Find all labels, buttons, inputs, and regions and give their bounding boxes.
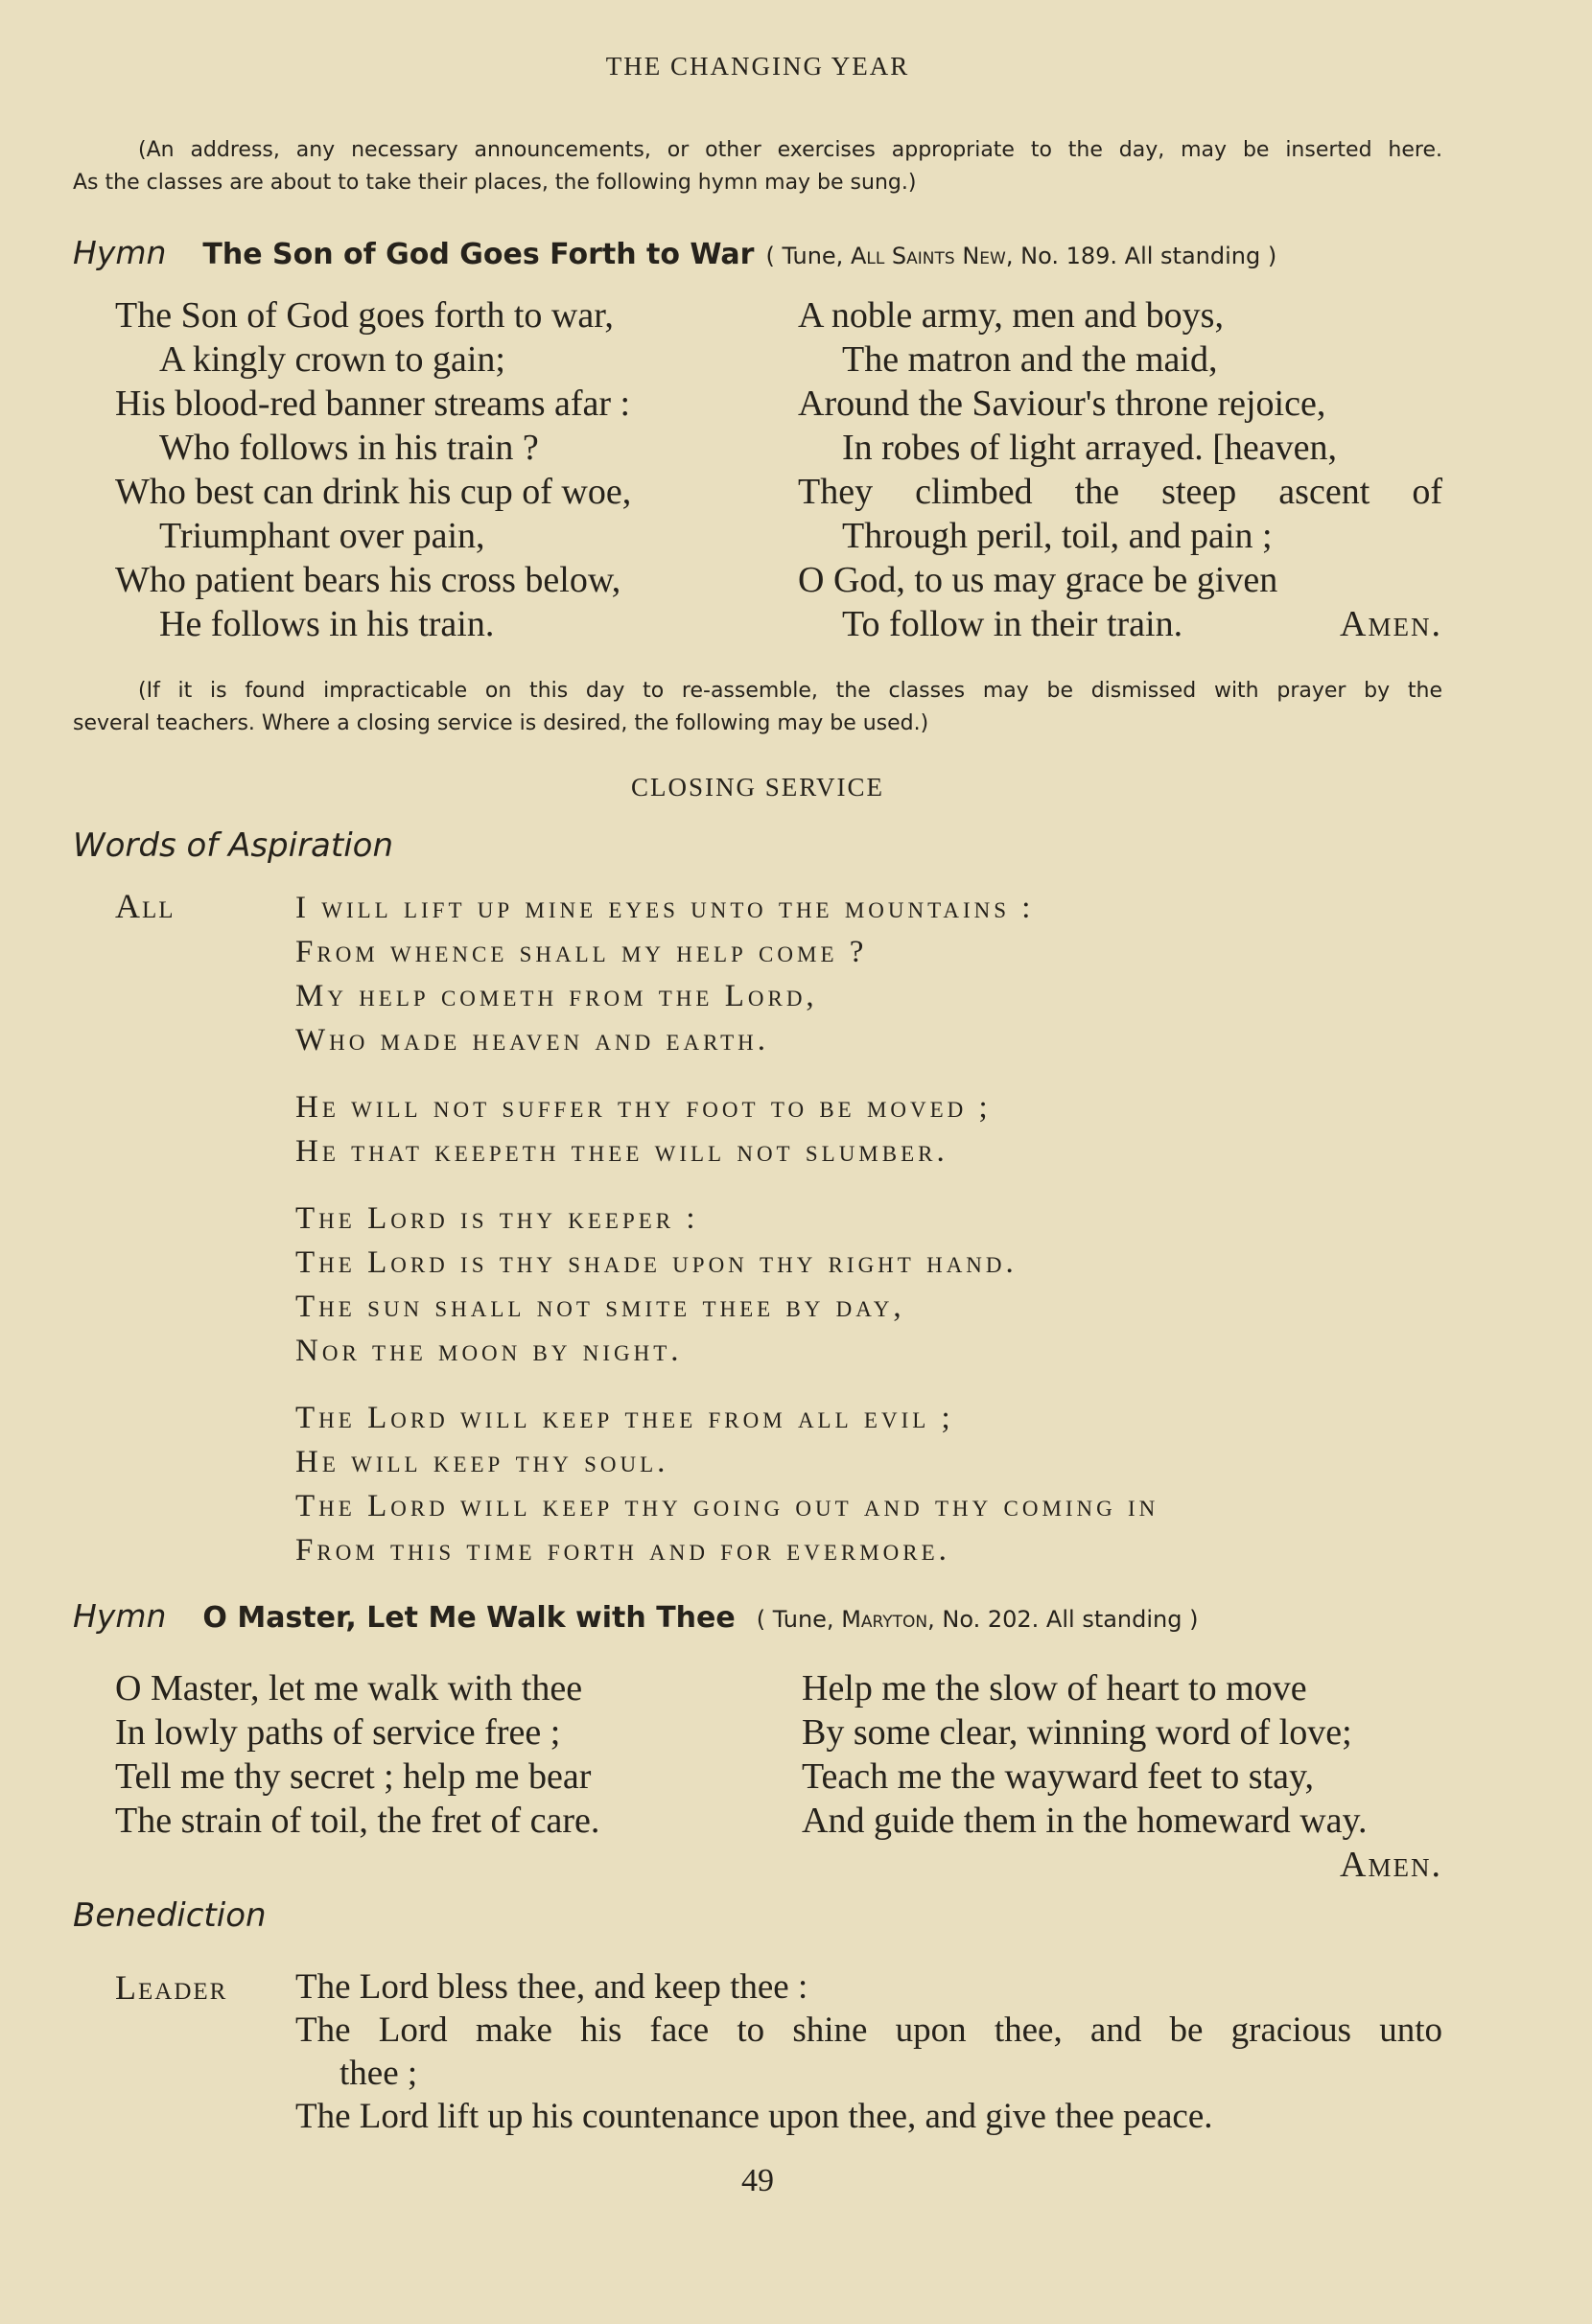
benediction-line: The Lord lift up his countenance upon thee, and give thee peace. xyxy=(295,2097,1213,2136)
benediction-speaker: Leader xyxy=(115,1968,228,2007)
amen: Amen. xyxy=(1340,1845,1442,1885)
verse-line: Who best can drink his cup of woe, xyxy=(115,472,632,512)
aspiration-heading: Words of Aspiration xyxy=(73,826,394,865)
verse-line: Triumphant over pain, xyxy=(159,516,485,556)
hymn-2-title: O Master, Let Me Walk with Thee xyxy=(202,1601,736,1635)
note-top-line-1: (An address, any necessary announcements, or other exercises appropriate to the day, may be inserted here. xyxy=(138,138,1442,162)
verse-line: By some clear, winning word of love; xyxy=(802,1712,1352,1753)
aspiration-line: From whence shall my help come ? xyxy=(295,935,868,969)
verse-line: A kingly crown to gain; xyxy=(159,339,505,380)
closing-service-heading: CLOSING SERVICE xyxy=(630,773,885,802)
note-middle-line-2: several teachers. Where a closing service is desired, the following may be used.) xyxy=(73,711,929,735)
hymn-2-tune-open: ( Tune, xyxy=(756,1606,834,1633)
aspiration-line: The Lord will keep thy going out and thy coming in xyxy=(295,1489,1159,1523)
amen: Amen. xyxy=(1340,604,1442,644)
aspiration-line: He will not suffer thy foot to be moved ; xyxy=(295,1090,992,1125)
hymn-1-label: Hymn xyxy=(73,234,167,271)
verse-line: He follows in his train. xyxy=(159,604,495,644)
verse-line: Who follows in his train ? xyxy=(159,428,539,468)
hymn-1-tune-name: All Saints New, xyxy=(850,243,1014,269)
verse-line: Help me the slow of heart to move xyxy=(802,1668,1307,1708)
verse-line-final xyxy=(798,602,1442,646)
verse-line: To follow in their train. xyxy=(842,604,1183,644)
aspiration-line: From this time forth and for evermore. xyxy=(295,1533,950,1568)
verse-line: And guide them in the homeward way. xyxy=(802,1801,1368,1841)
aspiration-line: He will keep thy soul. xyxy=(295,1445,669,1479)
aspiration-line: The Lord is thy keeper : xyxy=(295,1201,699,1236)
benediction-line: thee ; xyxy=(339,2054,418,2093)
note-top-line-2: As the classes are about to take their places, the following hymn may be sung.) xyxy=(73,171,917,195)
note-top xyxy=(73,134,1442,199)
aspiration-line: My help cometh from the Lord, xyxy=(295,979,818,1013)
hymn-1-header xyxy=(73,234,1444,271)
benediction-line: The Lord make his face to shine upon thee, and be gracious unto xyxy=(295,2010,1442,2050)
aspiration-line: I will lift up mine eyes unto the mountains : xyxy=(295,891,1035,925)
verse-line: Tell me thy secret ; help me bear xyxy=(115,1756,592,1797)
verse-line: The Son of God goes forth to war, xyxy=(115,295,614,336)
hymn-1-verse-left xyxy=(115,293,748,646)
aspiration-text xyxy=(295,886,1446,1572)
verse-line: In robes of light arrayed. [heaven, xyxy=(842,428,1337,468)
hymn-2-tune-name: Maryton, xyxy=(841,1606,935,1633)
running-head: THE CHANGING YEAR xyxy=(605,52,910,81)
verse-line: Through peril, toil, and pain ; xyxy=(842,516,1273,556)
aspiration-line: The Lord is thy shade upon thy right hand. xyxy=(295,1245,1018,1280)
hymn-2-tune xyxy=(757,1606,1199,1633)
hymn-2-tune-rest: No. 202. All standing ) xyxy=(942,1606,1199,1633)
aspiration-speaker: All xyxy=(115,887,176,925)
verse-line: The strain of toil, the fret of care. xyxy=(115,1801,600,1841)
verse-line: O God, to us may grace be given xyxy=(798,560,1278,600)
benediction-line: The Lord bless thee, and keep thee : xyxy=(295,1967,808,2007)
note-middle xyxy=(73,675,1442,740)
benediction-text xyxy=(295,1965,1442,2138)
hymn-1-tune-rest: No. 189. All standing ) xyxy=(1020,243,1277,269)
hymn-2-verse-left xyxy=(115,1666,738,1843)
verse-line: The matron and the maid, xyxy=(842,339,1218,380)
hymn-1-title: The Son of God Goes Forth to War xyxy=(202,238,755,271)
hymn-2-verse-right xyxy=(802,1666,1442,1887)
verse-line: In lowly paths of service free ; xyxy=(115,1712,561,1753)
verse-line: O Master, let me walk with thee xyxy=(115,1668,583,1708)
aspiration-line: The Lord will keep thee from all evil ; xyxy=(295,1401,954,1435)
verse-line: A noble army, men and boys, xyxy=(798,295,1224,336)
hymn-1-tune xyxy=(765,243,1276,269)
verse-line: Who patient bears his cross below, xyxy=(115,560,621,600)
verse-line: His blood-red banner streams afar : xyxy=(115,383,631,424)
benediction-heading: Benediction xyxy=(73,1896,267,1935)
verse-line: They climbed the steep ascent of xyxy=(798,472,1442,512)
hymn-1-tune-open: ( Tune, xyxy=(765,243,844,269)
hymn-2-header xyxy=(73,1597,1444,1635)
verse-line: Teach me the wayward feet to stay, xyxy=(802,1756,1315,1797)
aspiration-line: The sun shall not smite thee by day, xyxy=(295,1290,905,1324)
aspiration-line: Who made heaven and earth. xyxy=(295,1023,770,1057)
page-number: 49 xyxy=(741,2163,774,2198)
hymn-1-verse-right xyxy=(798,293,1442,646)
verse-line: Around the Saviour's throne rejoice, xyxy=(798,383,1326,424)
aspiration-line: Nor the moon by night. xyxy=(295,1334,683,1368)
hymn-2-label: Hymn xyxy=(73,1597,167,1635)
note-middle-line-1: (If it is found impracticable on this day to re-assemble, the classes may be dismissed with prayer by the xyxy=(138,679,1442,703)
aspiration-line: He that keepeth thee will not slumber. xyxy=(295,1134,948,1169)
